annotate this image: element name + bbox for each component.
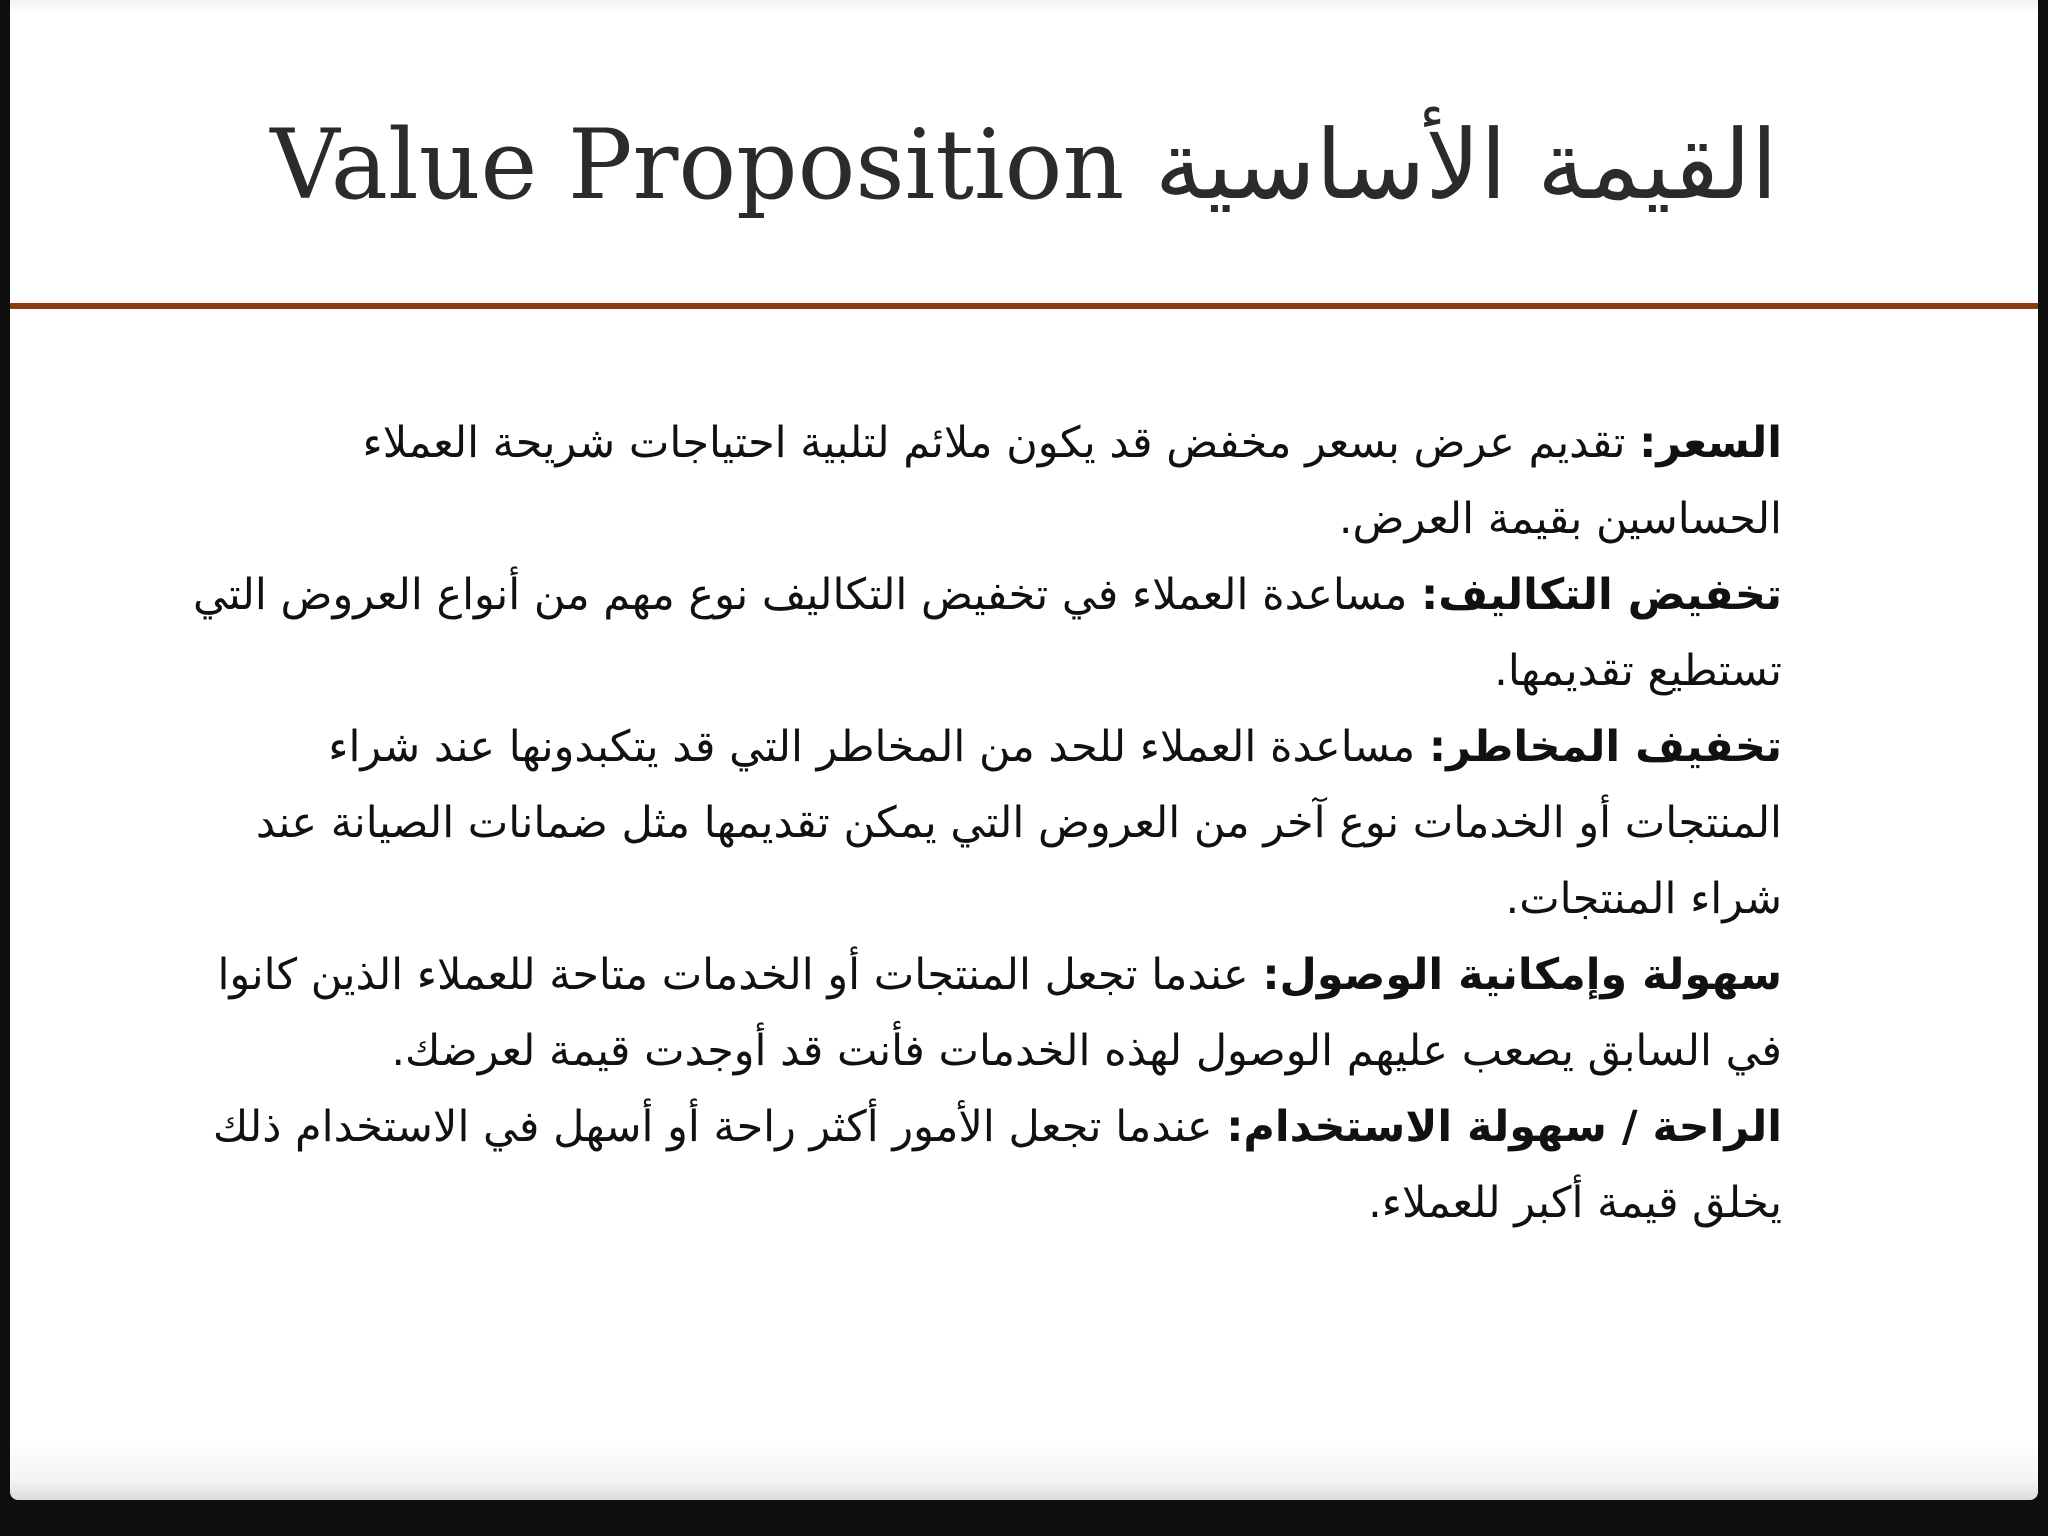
list-item-accessibility xyxy=(190,937,1782,1089)
item-term: الراحة / سهولة الاستخدام: xyxy=(1226,1102,1782,1152)
slide-body xyxy=(190,405,1782,1241)
list-item-convenience xyxy=(190,1089,1782,1241)
item-term: تخفيض التكاليف: xyxy=(1421,570,1782,620)
item-text: مساعدة العملاء في تخفيض التكاليف نوع مهم من أنواع العروض التي تستطيع تقديمها. xyxy=(192,570,1782,696)
item-text: عندما تجعل الأمور أكثر راحة أو أسهل في الاستخدام ذلك يخلق قيمة أكبر للعملاء. xyxy=(212,1102,1782,1228)
item-text: عندما تجعل المنتجات أو الخدمات متاحة للعملاء الذين كانوا في السابق يصعب عليهم الوصول لهذه الخدمات فأنت قد أوجدت قيمة لعرضك. xyxy=(217,950,1782,1076)
item-term: السعر: xyxy=(1639,418,1782,468)
slide xyxy=(10,0,2038,1500)
item-text: مساعدة العملاء للحد من المخاطر التي قد يتكبدونها عند شراء المنتجات أو الخدمات نوع آخر من العروض التي يمكن تقديمها مثل ضمانات الصيانة عند شراء المنتجات. xyxy=(255,722,1782,924)
item-term: سهولة وإمكانية الوصول: xyxy=(1262,950,1782,1000)
list-item-price xyxy=(190,405,1782,557)
item-term: تخفيف المخاطر: xyxy=(1428,722,1782,772)
list-item-cost-reduction xyxy=(190,557,1782,709)
item-text: تقديم عرض بسعر مخفض قد يكون ملائم لتلبية احتياجات شريحة العملاء الحساسين بقيمة العرض. xyxy=(362,418,1782,544)
list-item-risk-reduction xyxy=(190,709,1782,937)
slide-title: Value Proposition القيمة الأساسية xyxy=(270,109,1778,221)
title-divider xyxy=(10,303,2038,309)
